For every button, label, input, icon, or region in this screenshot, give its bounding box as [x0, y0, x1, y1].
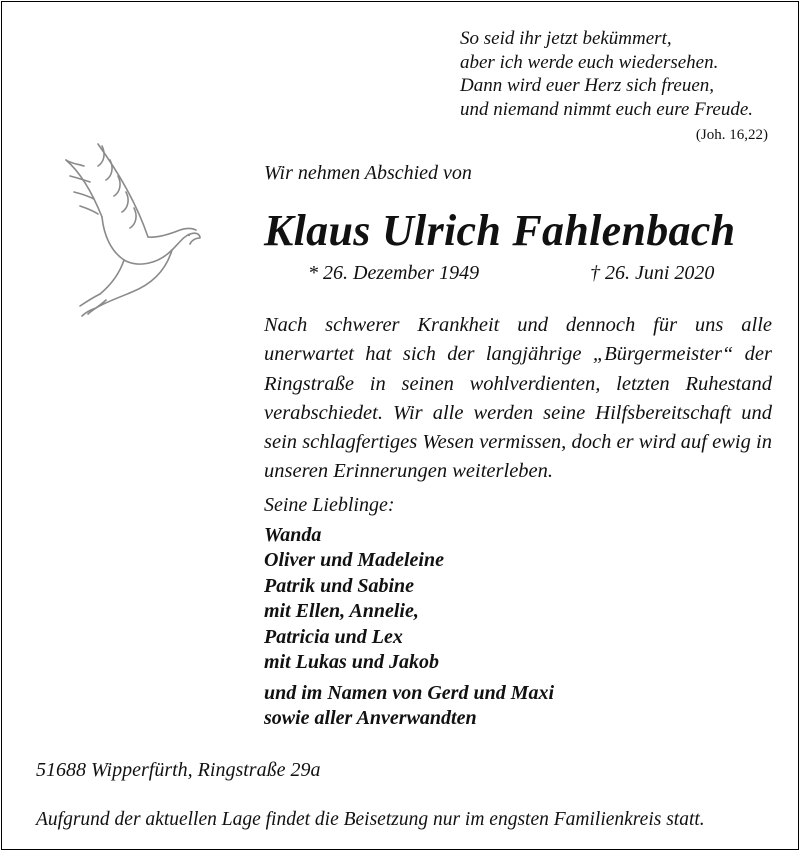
lieblinge-label: Seine Lieblinge:: [264, 494, 395, 516]
bible-reference: (Joh. 16,22): [695, 127, 768, 143]
farewell-line: Wir nehmen Abschied von: [264, 162, 472, 184]
lieblinge-list: [264, 523, 444, 675]
funeral-notice: Aufgrund der aktuellen Lage findet die Beisetzung nur im engsten Familienkreis statt.: [36, 809, 705, 830]
obituary-text: Nach schwerer Krankheit und dennoch für uns alle unerwartet hat sich der langjährige „Bürgermeister“ der Ringstraße in seinen wohlverdienten, letzten Ruhestand verabschiedet. Wir alle werden seine Hilfsbereitschaft und sein schlagfertiges Wesen vermissen, doch er wird auf ewig in unseren Erinnerungen weiterleben.: [264, 314, 772, 483]
family-list: [264, 681, 554, 732]
death-date: † 26. Juni 2020: [590, 262, 715, 284]
mourner-name: Wanda: [264, 524, 322, 546]
obituary-frame: [1, 1, 799, 850]
poem-line: und niemand nimmt euch eure Freude.: [460, 98, 754, 120]
family-line: und im Namen von Gerd und Maxi: [264, 682, 555, 704]
mourner-name: Patricia und Lex: [264, 625, 403, 648]
mourner-name: mit Lukas und Jakob: [264, 651, 440, 674]
mourner-name: Oliver und Madeleine: [264, 549, 444, 572]
poem-line: Dann wird euer Herz sich freuen,: [460, 75, 715, 96]
mourner-name: Patrik und Sabine: [264, 574, 415, 597]
mourner-name: mit Ellen, Annelie,: [264, 600, 419, 623]
address: 51688 Wipperfürth, Ringstraße 29a: [36, 759, 321, 781]
poem-line: So seid ihr jetzt bekümmert,: [460, 28, 672, 49]
poem: [460, 27, 753, 121]
family-line: sowie aller Anverwandten: [264, 707, 477, 730]
poem-line: aber ich werde euch wiedersehen.: [460, 51, 719, 73]
dove-icon: [62, 142, 202, 317]
deceased-name: Klaus Ulrich Fahlenbach: [264, 206, 736, 255]
birth-date: * 26. Dezember 1949: [308, 262, 480, 284]
